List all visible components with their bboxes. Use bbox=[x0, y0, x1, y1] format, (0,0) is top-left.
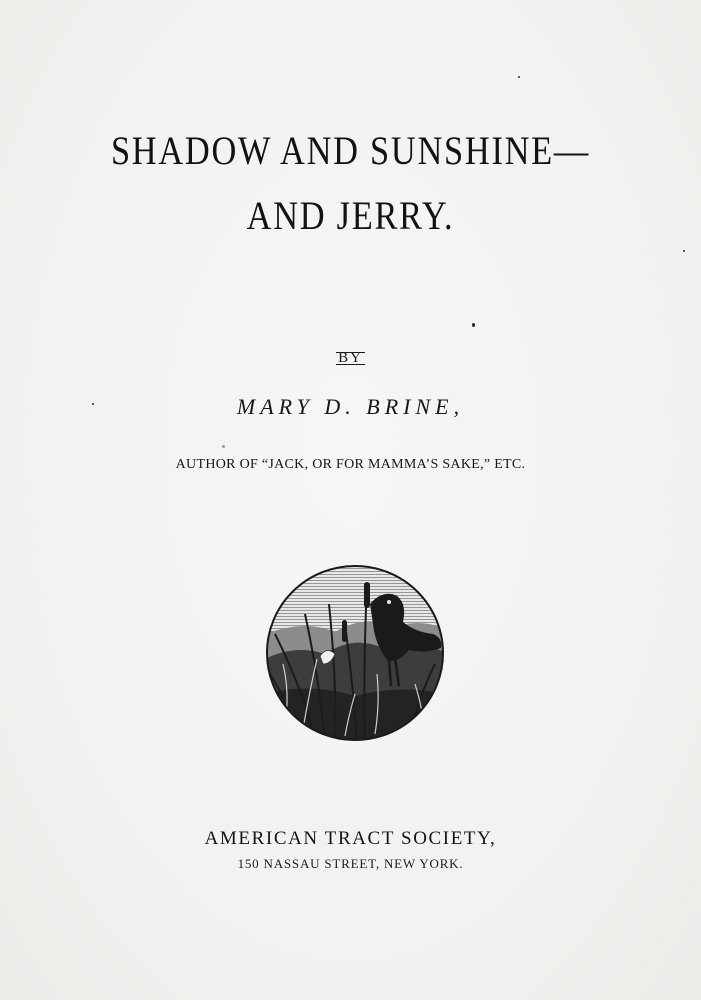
scan-speck bbox=[222, 445, 225, 448]
book-title-line-2: AND JERRY. bbox=[246, 193, 455, 238]
byline-text: BY bbox=[338, 350, 363, 366]
byline bbox=[0, 351, 701, 366]
scan-speck bbox=[518, 76, 520, 78]
bird-vignette-illustration bbox=[265, 564, 445, 742]
publisher-address: 150 NASSAU STREET, NEW YORK. bbox=[237, 856, 464, 871]
author-credits: AUTHOR OF “JACK, OR FOR MAMMA’S SAKE,” ETC. bbox=[175, 457, 526, 472]
scan-speck bbox=[472, 323, 475, 327]
author-name: MARY D. BRINE, bbox=[236, 394, 465, 419]
scan-speck bbox=[92, 403, 94, 405]
book-title-line-1: SHADOW AND SUNSHINE— bbox=[110, 128, 591, 173]
publisher-name: AMERICAN TRACT SOCIETY, bbox=[204, 828, 497, 849]
scan-speck bbox=[683, 250, 685, 252]
